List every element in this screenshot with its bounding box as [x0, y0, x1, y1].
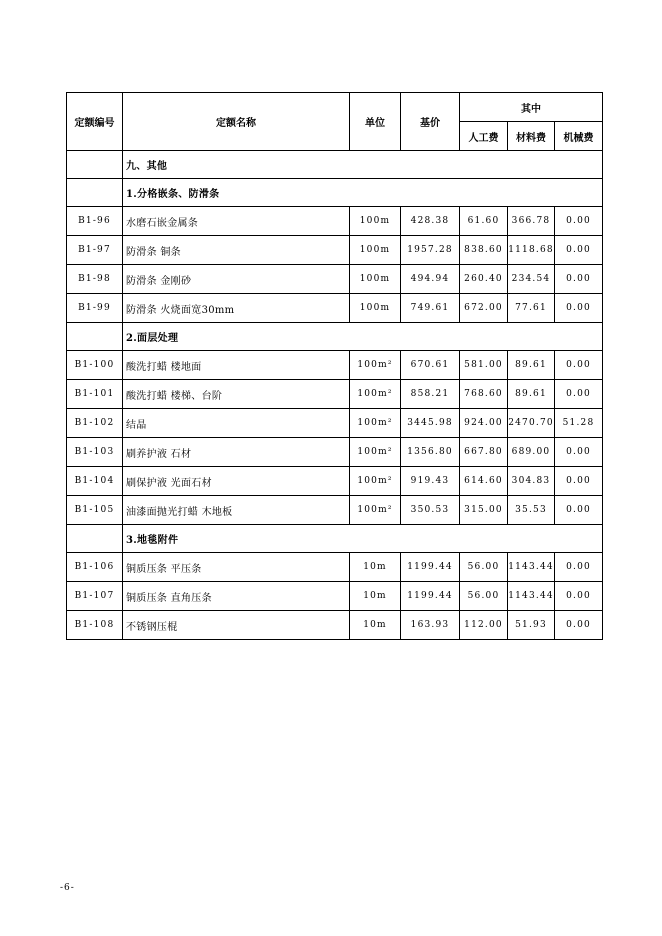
table-row: [67, 236, 603, 265]
quota-machine-cost: 0.00: [555, 236, 603, 265]
header-code: 定额编号: [67, 93, 123, 151]
quota-machine-cost: 0.00: [555, 467, 603, 496]
quota-unit: 10m: [350, 553, 401, 582]
section-row: [67, 323, 603, 351]
quota-unit: 100m: [350, 265, 401, 294]
quota-unit: 10m: [350, 582, 401, 611]
quota-table: [66, 92, 603, 640]
quota-base-price: 749.61: [401, 294, 460, 323]
quota-base-price: 670.61: [401, 351, 460, 380]
quota-name: 铜质压条 平压条: [123, 553, 350, 582]
table-row: [67, 611, 603, 640]
quota-material-cost: 35.53: [508, 496, 555, 525]
quota-machine-cost: 0.00: [555, 207, 603, 236]
quota-material-cost: 89.61: [508, 351, 555, 380]
quota-labor-cost: 838.60: [460, 236, 508, 265]
quota-machine-cost: 0.00: [555, 611, 603, 640]
quota-base-price: 1199.44: [401, 553, 460, 582]
quota-base-price: 858.21: [401, 380, 460, 409]
header-material: 材料费: [508, 122, 555, 151]
quota-machine-cost: 51.28: [555, 409, 603, 438]
quota-material-cost: 689.00: [508, 438, 555, 467]
quota-labor-cost: 112.00: [460, 611, 508, 640]
quota-code: B1-97: [67, 236, 123, 265]
chapter-code-cell: [67, 151, 123, 179]
quota-base-price: 494.94: [401, 265, 460, 294]
quota-unit: 100m²: [350, 467, 401, 496]
quota-base-price: 1957.28: [401, 236, 460, 265]
quota-base-price: 1199.44: [401, 582, 460, 611]
table-row: [67, 582, 603, 611]
quota-unit: 100m²: [350, 380, 401, 409]
quota-material-cost: 1143.44: [508, 553, 555, 582]
quota-unit: 100m²: [350, 351, 401, 380]
quota-name: 水磨石嵌金属条: [123, 207, 350, 236]
quota-base-price: 350.53: [401, 496, 460, 525]
section-code-cell: [67, 179, 123, 207]
quota-code: B1-108: [67, 611, 123, 640]
table-row: [67, 207, 603, 236]
quota-labor-cost: 581.00: [460, 351, 508, 380]
quota-material-cost: 304.83: [508, 467, 555, 496]
section-title: 3.地毯附件: [123, 525, 603, 553]
quota-code: B1-96: [67, 207, 123, 236]
quota-unit: 100m²: [350, 438, 401, 467]
quota-code: B1-103: [67, 438, 123, 467]
quota-labor-cost: 56.00: [460, 582, 508, 611]
table-row: [67, 265, 603, 294]
quota-unit: 100m: [350, 294, 401, 323]
quota-machine-cost: 0.00: [555, 351, 603, 380]
quota-unit: 10m: [350, 611, 401, 640]
section-title: 2.面层处理: [123, 323, 603, 351]
quota-labor-cost: 61.60: [460, 207, 508, 236]
quota-labor-cost: 260.40: [460, 265, 508, 294]
quota-material-cost: 2470.70: [508, 409, 555, 438]
quota-labor-cost: 667.80: [460, 438, 508, 467]
quota-unit: 100m: [350, 236, 401, 265]
quota-material-cost: 234.54: [508, 265, 555, 294]
quota-labor-cost: 315.00: [460, 496, 508, 525]
quota-code: B1-102: [67, 409, 123, 438]
quota-machine-cost: 0.00: [555, 294, 603, 323]
quota-machine-cost: 0.00: [555, 582, 603, 611]
quota-unit: 100m: [350, 207, 401, 236]
table-row: [67, 553, 603, 582]
quota-code: B1-105: [67, 496, 123, 525]
section-code-cell: [67, 323, 123, 351]
quota-machine-cost: 0.00: [555, 438, 603, 467]
quota-code: B1-100: [67, 351, 123, 380]
quota-code: B1-98: [67, 265, 123, 294]
quota-name: 防滑条 火烧面宽30mm: [123, 294, 350, 323]
quota-machine-cost: 0.00: [555, 380, 603, 409]
table-row: [67, 294, 603, 323]
quota-base-price: 163.93: [401, 611, 460, 640]
quota-name: 刷保护液 光面石材: [123, 467, 350, 496]
quota-code: B1-99: [67, 294, 123, 323]
quota-labor-cost: 56.00: [460, 553, 508, 582]
quota-name: 结晶: [123, 409, 350, 438]
quota-name: 防滑条 铜条: [123, 236, 350, 265]
quota-material-cost: 1118.68: [508, 236, 555, 265]
quota-code: B1-107: [67, 582, 123, 611]
quota-code: B1-101: [67, 380, 123, 409]
quota-code: B1-104: [67, 467, 123, 496]
quota-material-cost: 1143.44: [508, 582, 555, 611]
quota-code: B1-106: [67, 553, 123, 582]
quota-labor-cost: 672.00: [460, 294, 508, 323]
header-machine: 机械费: [555, 122, 603, 151]
header-unit: 单位: [350, 93, 401, 151]
header-base-price: 基价: [401, 93, 460, 151]
section-row: [67, 179, 603, 207]
header-labor: 人工费: [460, 122, 508, 151]
quota-labor-cost: 614.60: [460, 467, 508, 496]
chapter-title: 九、其他: [123, 151, 603, 179]
quota-material-cost: 366.78: [508, 207, 555, 236]
quota-name: 不锈钢压棍: [123, 611, 350, 640]
table-row: [67, 409, 603, 438]
section-title: 1.分格嵌条、防滑条: [123, 179, 603, 207]
quota-name: 酸洗打蜡 楼地面: [123, 351, 350, 380]
quota-unit: 100m²: [350, 496, 401, 525]
quota-machine-cost: 0.00: [555, 496, 603, 525]
quota-name: 铜质压条 直角压条: [123, 582, 350, 611]
quota-name: 油漆面抛光打蜡 木地板: [123, 496, 350, 525]
quota-material-cost: 77.61: [508, 294, 555, 323]
header-row: [67, 93, 603, 122]
quota-base-price: 919.43: [401, 467, 460, 496]
section-row: [67, 525, 603, 553]
table-row: [67, 467, 603, 496]
quota-machine-cost: 0.00: [555, 265, 603, 294]
table-row: [67, 438, 603, 467]
quota-machine-cost: 0.00: [555, 553, 603, 582]
table-row: [67, 351, 603, 380]
quota-material-cost: 89.61: [508, 380, 555, 409]
quota-labor-cost: 768.60: [460, 380, 508, 409]
chapter-row: [67, 151, 603, 179]
quota-base-price: 3445.98: [401, 409, 460, 438]
table-row: [67, 496, 603, 525]
quota-name: 防滑条 金刚砂: [123, 265, 350, 294]
page-number: -6-: [60, 883, 75, 893]
quota-material-cost: 51.93: [508, 611, 555, 640]
header-name: 定额名称: [123, 93, 350, 151]
quota-name: 刷养护液 石材: [123, 438, 350, 467]
quota-base-price: 1356.80: [401, 438, 460, 467]
section-code-cell: [67, 525, 123, 553]
table-row: [67, 380, 603, 409]
header-group: 其中: [460, 93, 603, 122]
quota-unit: 100m²: [350, 409, 401, 438]
quota-name: 酸洗打蜡 楼梯、台阶: [123, 380, 350, 409]
quota-base-price: 428.38: [401, 207, 460, 236]
quota-labor-cost: 924.00: [460, 409, 508, 438]
